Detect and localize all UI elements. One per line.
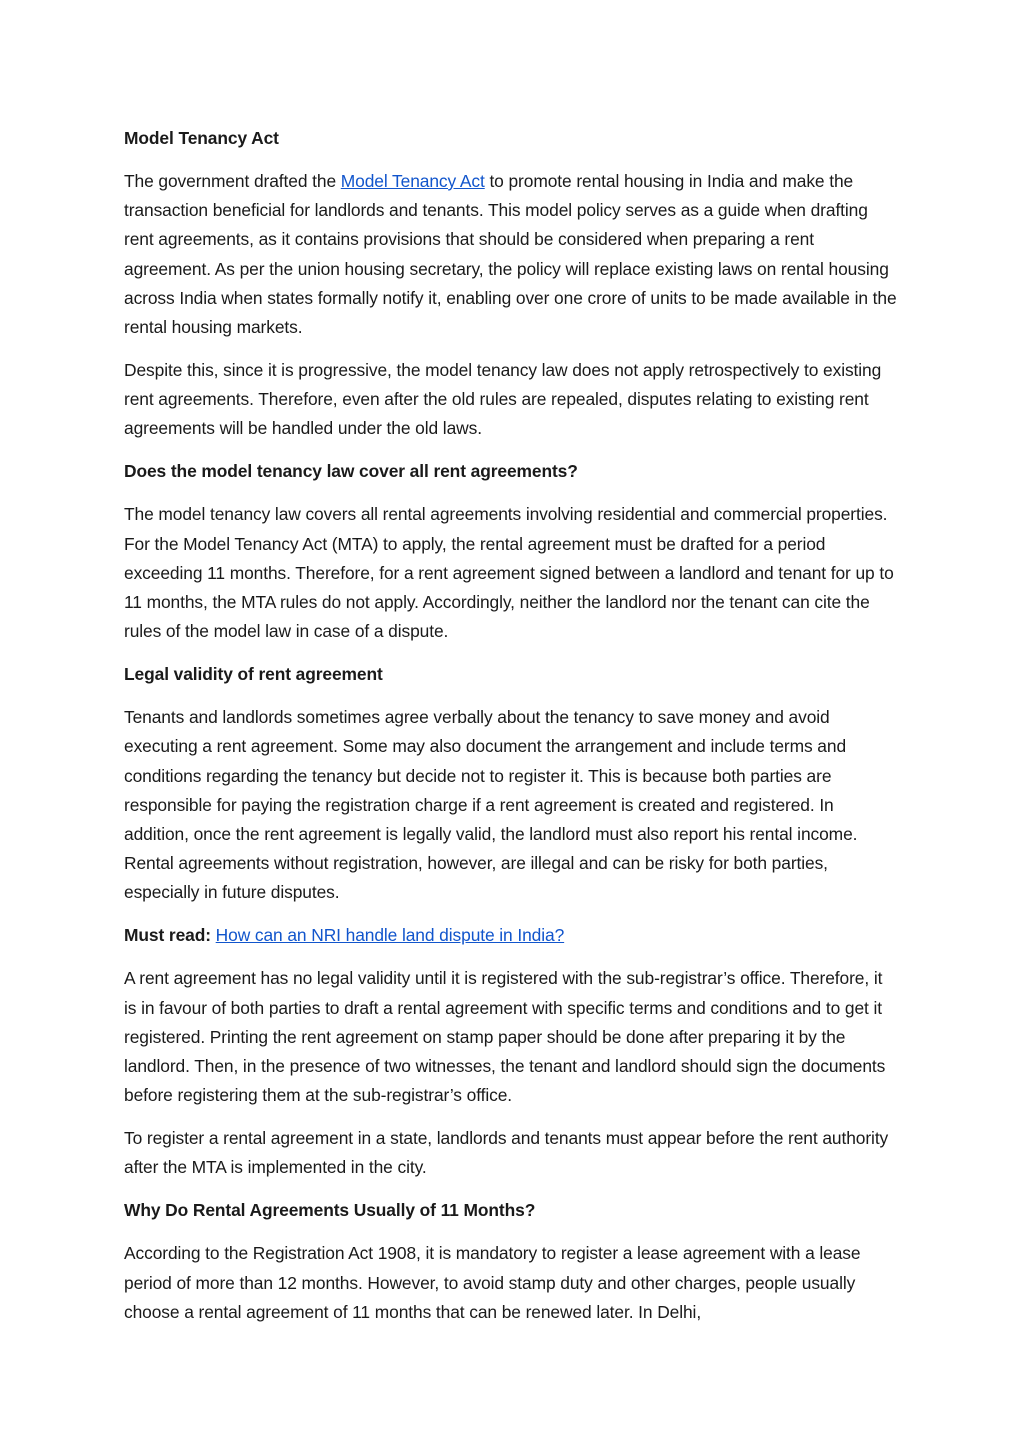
paragraph-registration: A rent agreement has no legal validity until it is registered with the sub-registrar’s office. Therefore, it is in favour of both parties to draft a rental agreement with specific terms and conditions and to get it registered. Printing the rent agreement on stamp paper should be done after preparing it by the landlord. Then, in the presence of two witnesses, the tenant and landlord should sign the documents before registering them at the sub-registrar’s office.: [124, 968, 886, 1106]
heading-eleven-months: Why Do Rental Agreements Usually of 11 Months?: [124, 1200, 536, 1221]
nri-land-dispute-link[interactable]: How can an NRI handle land dispute in India?: [215, 925, 565, 946]
paragraph-registration-act: According to the Registration Act 1908, it is mandatory to register a lease agreement with a lease period of more than 12 months. However, to avoid stamp duty and other charges, people usually choose a rental agreement of 11 months that can be renewed later. In Delhi,: [124, 1243, 861, 1322]
model-tenancy-act-link[interactable]: Model Tenancy Act: [340, 171, 485, 191]
paragraph-retrospective: Despite this, since it is progressive, the model tenancy law does not apply retrospectively to existing rent agreements. Therefore, even after the old rules are repealed, disputes relating to existing rent agreements will be handled under the old laws.: [124, 360, 882, 439]
must-read-label: Must read:: [124, 925, 211, 946]
document-body: [124, 124, 899, 1341]
paragraph-intro-text-before: The government drafted the: [124, 171, 341, 191]
must-read-line: [124, 921, 899, 950]
heading-model-tenancy-act: Model Tenancy Act: [124, 128, 279, 148]
paragraph-coverage: The model tenancy law covers all rental agreements involving residential and commercial properties. For the Model Tenancy Act (MTA) to apply, the rental agreement must be drafted for a period exceeding 11 months. Therefore, for a rent agreement signed between a landlord and tenant for up to 11 months, the MTA rules do not apply. Accordingly, neither the landlord nor the tenant can cite the rules of the model law in case of a dispute.: [124, 504, 894, 642]
paragraph-intro-text-after: to promote rental housing in India and make the transaction beneficial for landlords and tenants. This model policy serves as a guide when drafting rent agreements, as it contains provisions that should be considered when preparing a rent agreement. As per the union housing secretary, the policy will replace existing laws on rental housing across India when states formally notify it, enabling over one crore of units to be made available in the rental housing markets.: [124, 171, 897, 338]
heading-legal-validity: Legal validity of rent agreement: [124, 664, 383, 685]
heading-coverage: Does the model tenancy law cover all rent agreements?: [124, 461, 578, 482]
paragraph-rent-authority: To register a rental agreement in a state, landlords and tenants must appear before the rent authority after the MTA is implemented in the city.: [124, 1128, 889, 1178]
paragraph-verbal-agreements: Tenants and landlords sometimes agree verbally about the tenancy to save money and avoid executing a rent agreement. Some may also document the arrangement and include terms and conditions regarding the tenancy but decide not to register it. This is because both parties are responsible for paying the registration charge if a rent agreement is created and registered. In addition, once the rent agreement is legally valid, the landlord must also report his rental income. Rental agreements without registration, however, are illegal and can be risky for both parties, especially in future disputes.: [124, 707, 858, 903]
paragraph-intro: [124, 167, 899, 342]
